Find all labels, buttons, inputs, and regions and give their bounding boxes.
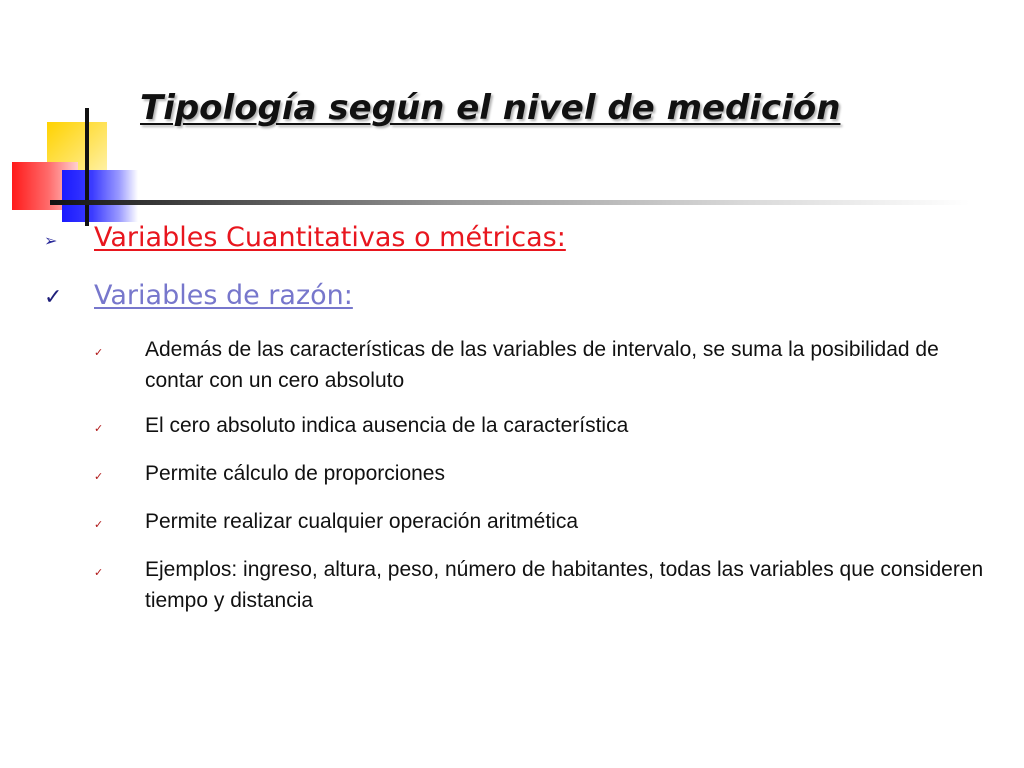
checkmark-icon: ✓	[94, 346, 104, 359]
list-item-text: Permite realizar cualquier operación aritmética	[145, 510, 579, 533]
list-item-text: Ejemplos: ingreso, altura, peso, número de habitantes, todas las variables que consideren tiempo y distancia	[145, 558, 984, 612]
checkmark-icon: ✓	[94, 422, 104, 435]
list-item-text: Permite cálculo de proporciones	[145, 462, 445, 485]
decorative-horizontal-line	[50, 200, 970, 205]
heading-ratio-variables	[44, 280, 353, 311]
decorative-vertical-line	[85, 108, 89, 226]
list-item	[94, 410, 994, 444]
list-item-text: El cero absoluto indica ausencia de la característica	[145, 414, 629, 437]
list-item	[94, 506, 994, 540]
checkmark-icon: ✓	[94, 566, 104, 579]
list-item-text: Además de las características de las variables de intervalo, se suma la posibilidad de contar con un cero absoluto	[145, 338, 939, 392]
decorative-blue-square	[62, 170, 138, 222]
arrow-bullet-icon: ➢	[44, 231, 58, 250]
heading-ratio-label: Variables de razón:	[94, 280, 353, 311]
heading-quantitative-label: Variables Cuantitativas o métricas:	[94, 222, 566, 253]
slide-title: Tipología según el nivel de medición	[140, 88, 841, 128]
checkmark-icon: ✓	[44, 285, 63, 310]
list-item	[94, 334, 994, 396]
list-item	[94, 554, 994, 616]
heading-quantitative-variables	[44, 222, 566, 253]
list-item	[94, 458, 994, 492]
ratio-variables-list	[94, 334, 994, 630]
checkmark-icon: ✓	[94, 518, 104, 531]
checkmark-icon: ✓	[94, 470, 104, 483]
